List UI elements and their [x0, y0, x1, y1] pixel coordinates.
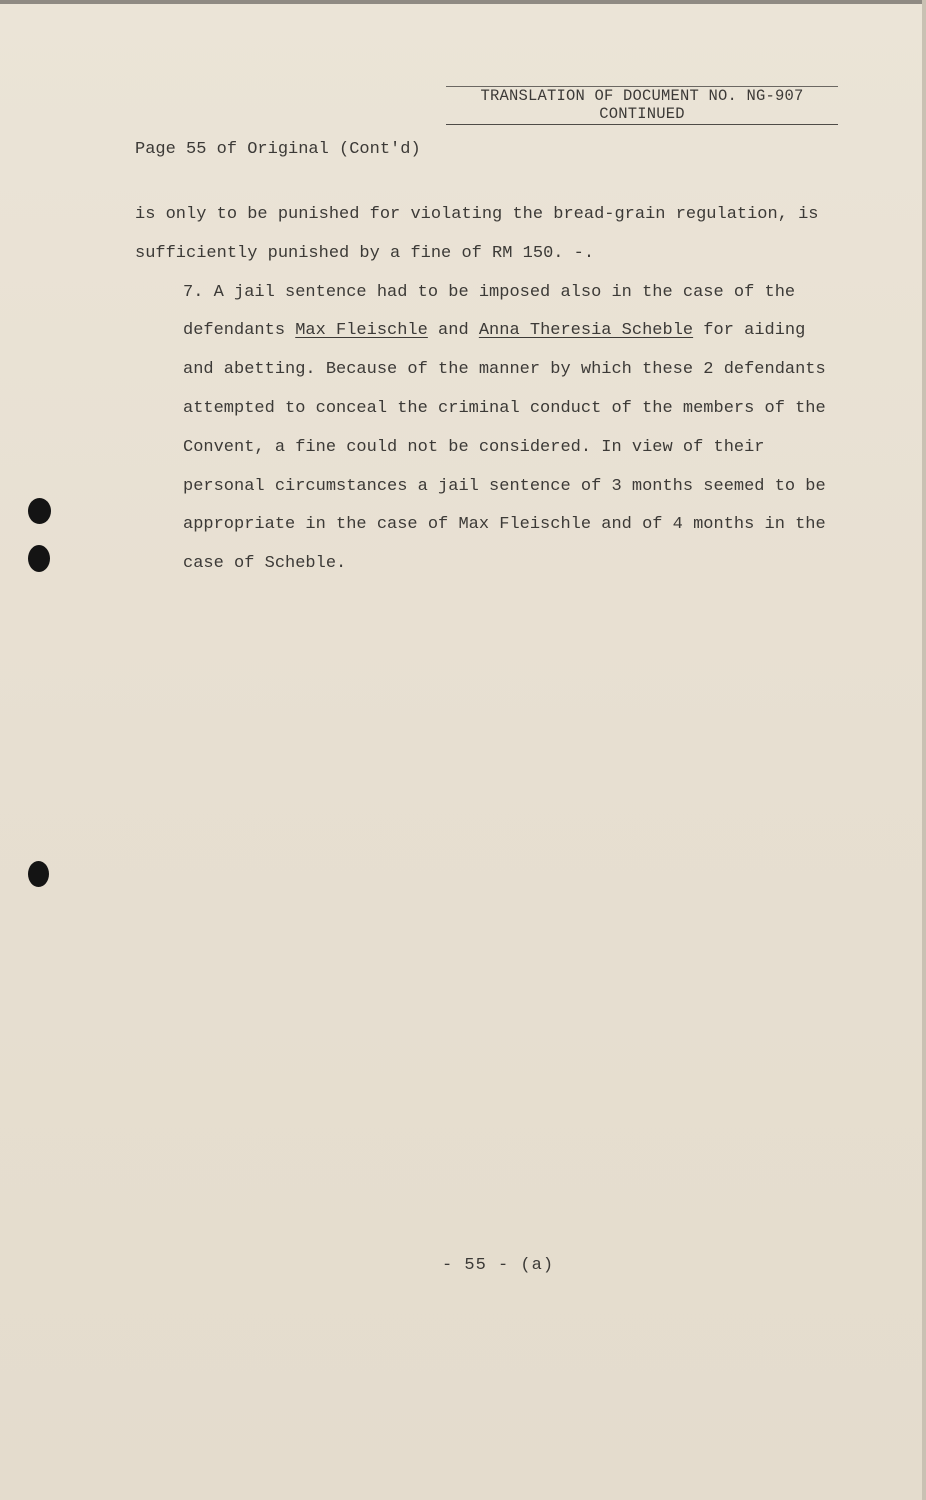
defendant-name-fleischle: Max Fleischle [295, 321, 428, 341]
body-text [135, 196, 837, 584]
punch-hole-3 [28, 861, 49, 887]
paragraph-2 [135, 274, 837, 584]
defendant-name-scheble: Anna Theresia Scheble [478, 321, 694, 341]
page-number: - 55 - (a) [442, 1256, 555, 1275]
punch-hole-2 [28, 545, 50, 572]
paragraph-2-and: and [427, 321, 479, 341]
paragraph-2-rest: for aiding and abetting. Because of the manner by which these 2 defendants attempted to conceal the criminal conduct of the members of the Convent, a fine could not be considered. In view of their personal circumstances a jail sentence of 3 months seemed to be appropriate in the case of Max Fleischle and of 4 months in the case of Scheble. [183, 321, 826, 574]
header-continued: CONTINUED [446, 105, 838, 125]
document-header [446, 86, 838, 125]
page-top-edge [0, 0, 926, 4]
paragraph-2-intro: 7. A jail sentence had to be imposed also in the case of the defendants [183, 282, 796, 341]
page-reference: Page 55 of Original (Cont'd) [135, 140, 421, 159]
punch-hole-1 [28, 498, 51, 524]
header-title: TRANSLATION OF DOCUMENT NO. NG-907 [446, 86, 838, 105]
paragraph-1: is only to be punished for violating the bread-grain regulation, is sufficiently punished by a fine of RM 150. -. [135, 205, 819, 263]
page-right-edge [922, 0, 926, 1500]
